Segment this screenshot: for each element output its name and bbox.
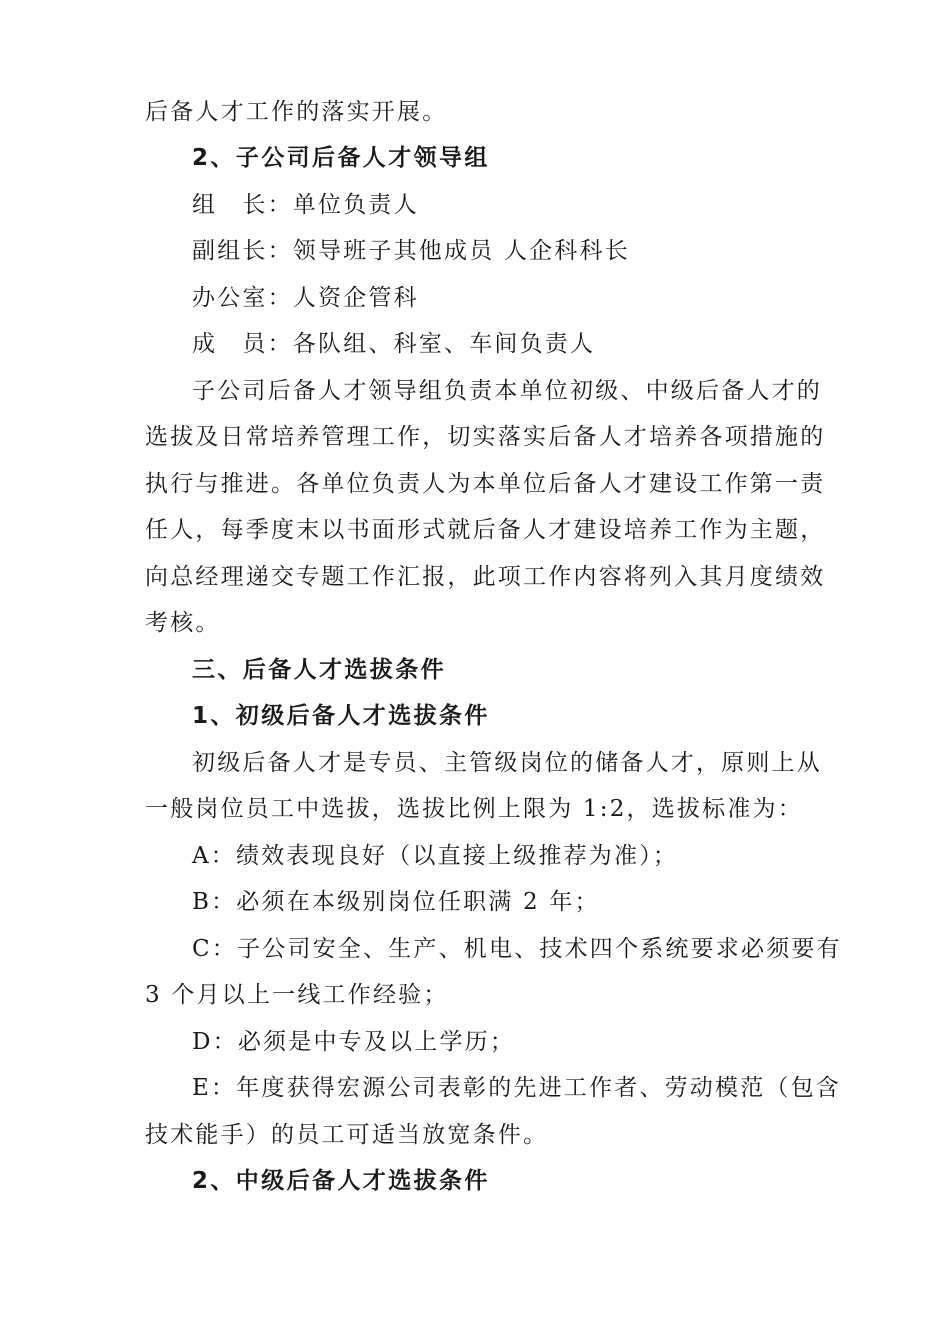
section-heading: 2、中级后备人才选拔条件 xyxy=(192,1168,490,1194)
text-line: 执行与推进。各单位负责人为本单位后备人才建设工作第一责 xyxy=(145,471,826,497)
text-line: C：子公司安全、生产、机电、技术四个系统要求必须要有 xyxy=(192,936,842,962)
text-line: D：必须是中专及以上学历； xyxy=(192,1029,516,1055)
text-line: E：年度获得宏源公司表彰的先进工作者、劳动模范（包含 xyxy=(192,1075,841,1101)
text-line: 3 个月以上一线工作经验； xyxy=(145,982,449,1008)
text-line: 选拔及日常培养管理工作，切实落实后备人才培养各项措施的 xyxy=(145,424,826,450)
text-line: 考核。 xyxy=(145,610,221,636)
section-heading: 2、子公司后备人才领导组 xyxy=(192,145,490,171)
text-line: 技术能手）的员工可适当放宽条件。 xyxy=(145,1122,549,1148)
section-heading: 三、后备人才选拔条件 xyxy=(192,657,446,683)
text-line: 初级后备人才是专员、主管级岗位的储备人才，原则上从 xyxy=(192,750,822,776)
text-line: 副组长：领导班子其他成员 人企科科长 xyxy=(192,238,630,264)
text-line: 子公司后备人才领导组负责本单位初级、中级后备人才的 xyxy=(192,378,822,404)
text-line: 成 员：各队组、科室、车间负责人 xyxy=(192,331,596,357)
text-line: B：必须在本级别岗位任职满 2 年； xyxy=(192,889,600,915)
text-line: A：绩效表现良好（以直接上级推荐为准）； xyxy=(192,843,679,869)
text-line: 一般岗位员工中选拔，选拔比例上限为 1:2，选拔标准为： xyxy=(145,796,803,822)
text-line: 后备人才工作的落实开展。 xyxy=(145,99,448,125)
text-line: 任人，每季度末以书面形式就后备人才建设培养工作为主题， xyxy=(145,517,826,543)
text-line: 组 长：单位负责人 xyxy=(192,192,419,218)
text-line: 向总经理递交专题工作汇报，此项工作内容将列入其月度绩效 xyxy=(145,564,826,590)
section-heading: 1、初级后备人才选拔条件 xyxy=(192,703,490,729)
text-line: 办公室：人资企管科 xyxy=(192,285,419,311)
